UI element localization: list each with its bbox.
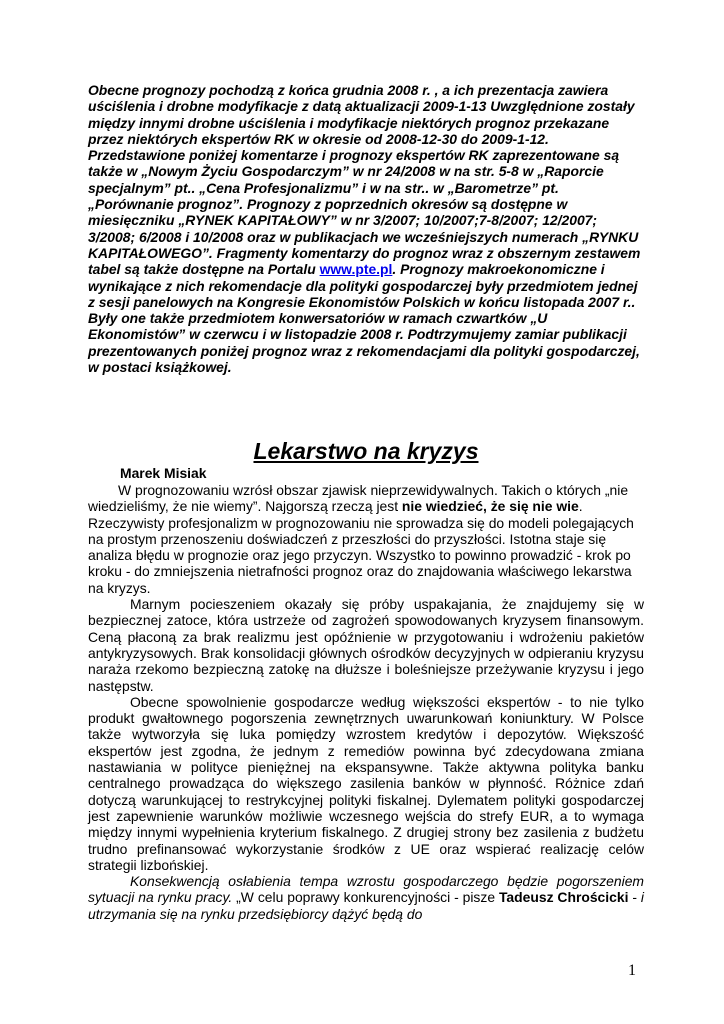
paragraph-1: [88, 482, 644, 596]
paragraph-4-italic-lead: Konsekwencją osłabienia tempa wzrostu gospodarczego będzie pogorszeniem sytuacji na rynku pracy.: [88, 873, 644, 906]
intro-paragraph: [88, 82, 644, 375]
page-number: 1: [628, 962, 636, 979]
paragraph-4-text-a: „W celu poprawy konkurencyjności - pisze: [232, 889, 499, 906]
paragraph-2: Marnym pocieszeniem okazały się próby uspakajania, że znajdujemy się w bezpiecznej zatoce, która ustrzeże od zagrożeń spowodowanych kryzysem finansowym. Ceną płaconą za brak realizmu jest opóźnienie w przygotowaniu i wdrożeniu pakietów antykryzysowych. Brak konsolidacji głównych ośrodków decyzyjnych w odpieraniu kryzysu naraża rzekomo bezpieczną zatokę na dłuższe i boleśniejsze przeżywanie kryzysu i jego następstw.: [88, 596, 644, 694]
paragraph-3: Obecne spowolnienie gospodarcze według większości ekspertów - to nie tylko produkt gwałtownego pogorszenia zewnętrznych uwarunkowań koniunktury. W Polsce także wytworzyła się luka pomiędzy wzrostem kredytów i depozytów. Większość ekspertów jest zgodna, że jednym z remediów powinna być zdecydowana zmiana nastawiania w polityce pieniężnej na ekspansywne. Także aktywna polityka banku centralnego prowadząca do większego zasilenia banków w płynność. Różnice zdań dotyczą warunkującej to restrykcyjnej polityki fiskalnej. Dylematem polityki gospodarczej jest zapewnienie warunków możliwie wczesnego wejścia do strefy EUR, a to wymaga między innymi wypełnienia kryterium fiskalnego. Z drugiej strony bez zasilenia z budżetu trudno prefinansować wykorzystanie środków z UE oraz wspierać realizację celów strategii lizbońskiej.: [88, 693, 644, 873]
article-author: Marek Misiak: [120, 465, 207, 481]
paragraph-1-emphasis: nie wiedzieć, że się nie wie: [401, 498, 579, 515]
paragraph-1-text-b: . Rzeczywisty profesjonalizm w prognozowaniu nie sprowadza się do modeli polegających na prostym przenoszeniu doświadczeń z przeszłości do przyszłości. Istotna staje się analiza błędu w prognozie oraz jego przyczyn. Wszystko to powinno prowadzić - krok po kroku - do zmniejszenia nietrafności prognoz oraz do znajdowania właściwego lekarstwa na kryzys.: [88, 498, 634, 596]
paragraph-4-text-b: -: [628, 889, 641, 906]
paragraph-4-author-name: Tadeusz Chrościcki: [498, 889, 629, 906]
pte-portal-link[interactable]: www.pte.pl: [319, 261, 393, 278]
article-title: Lekarstwo na kryzys: [253, 438, 479, 464]
paragraph-4-italic-quote: i utrzymania się na rynku przedsiębiorcy dążyć będą do: [88, 889, 644, 922]
paragraph-1-text-a: W prognozowaniu wzrósł obszar zjawisk nieprzewidywalnych. Takich o których „nie wiedzieliśmy, że nie wiemy”. Najgorszą rzeczą jest: [88, 482, 629, 515]
intro-text-after-link: . Prognozy makroekonomiczne i wynikające z nich rekomendacje dla polityki gospodarczej były przedmiotem jednej z sesji panelowych na Kongresie Ekonomistów Polskich w końcu listopada 2007 r.. Były one także przedmiotem konwersatoriów w ramach czwartków „U Ekonomistów” w czerwcu i w listopadzie 2008 r. Podtrzymujemy zamiar publikacji prezentowanych poniżej prognoz wraz z rekomendacjami dla polityki gospodarczej, w postaci książkowej.: [88, 261, 640, 376]
paragraph-4: [88, 873, 644, 922]
intro-text-before-link: Obecne prognozy pochodzą z końca grudnia 2008 r. , a ich prezentacja zawiera uściślenia i drobne modyfikacje z datą aktualizacji 2009-1-13 Uwzględnione zostały między innymi drobne uściślenia i modyfikacje niektórych prognoz przekazane przez niektórych ekspertów RK w okresie od 2008-12-30 do 2009-1-12. Przedstawione poniżej komentarze i prognozy ekspertów RK zaprezentowane są także w „Nowym Życiu Gospodarczym” w nr 24/2008 w na str. 5-8 w „Raporcie specjalnym” pt.. „Cena Profesjonalizmu” i w na str.. w „Barometrze” pt. „Porównanie prognoz”. Prognozy z poprzednich okresów są dostępne w miesięczniku „RYNEK KAPITAŁOWY” w nr 3/2007; 10/2007;7-8/2007; 12/2007; 3/2008; 6/2008 i 10/2008 oraz w publikacjach we wcześniejszych numerach „RYNKU KAPITAŁOWEGO”. Fragmenty komentarzy do prognoz wraz z obszernym zestawem tabel są także dostępne na Portalu: [88, 82, 641, 278]
article-body: [88, 482, 644, 922]
